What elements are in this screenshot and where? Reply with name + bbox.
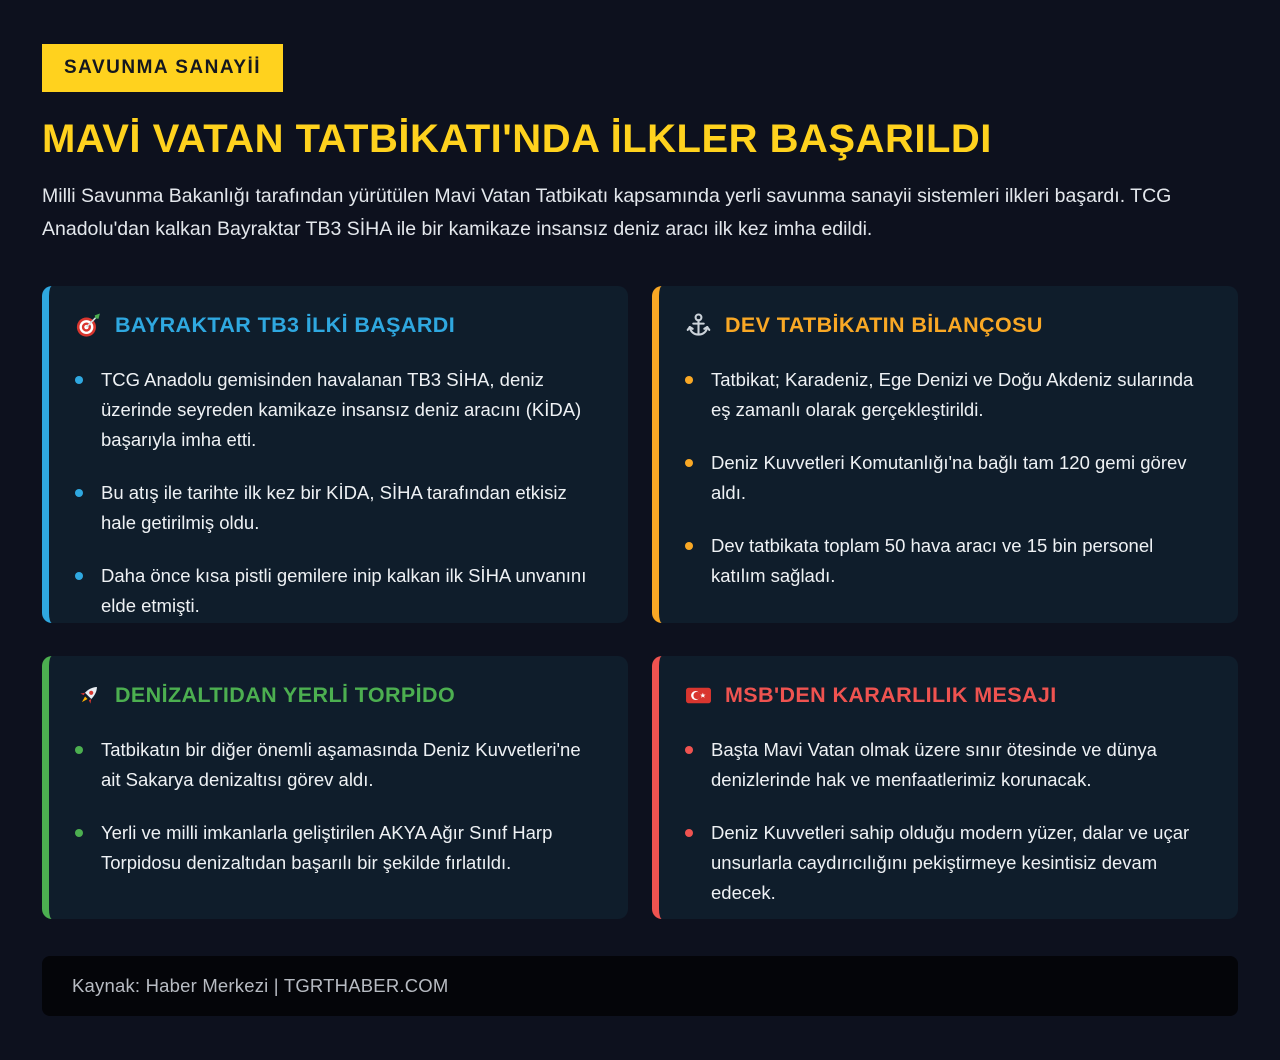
bullet-list: [75, 735, 600, 878]
bullet-dot: [685, 459, 693, 467]
bullet-text: Yerli ve milli imkanlarla geliştirilen AKYA Ağır Sınıf Harp Torpidosu denizaltıdan başarılı bir şekilde fırlatıldı.: [101, 822, 553, 873]
bullet-item: [75, 818, 600, 878]
source-text: Kaynak: Haber Merkezi | TGRTHABER.COM: [72, 975, 449, 996]
bullet-dot: [75, 746, 83, 754]
bullet-item: [685, 448, 1210, 508]
intro-paragraph: Milli Savunma Bakanlığı tarafından yürütülen Mavi Vatan Tatbikatı kapsamında yerli savunma sanayii sistemleri ilkleri başardı. TCG Anadolu'dan kalkan Bayraktar TB3 SİHA ile bir kamikaze insansız deniz aracı ilk kez imha edildi.: [42, 185, 1172, 240]
card-bayraktar-tb3: [42, 286, 628, 623]
bullet-dot: [685, 542, 693, 550]
bullet-dot: [685, 376, 693, 384]
bullet-item: [75, 561, 600, 621]
bullet-item: [685, 818, 1210, 908]
bullet-item: [685, 735, 1210, 795]
card-title: DEV TATBİKATIN BİLANÇOSU: [725, 313, 1043, 337]
card-tatbikat-bilanco: [652, 286, 1238, 623]
bullet-text: Tatbikat; Karadeniz, Ege Denizi ve Doğu Akdeniz sularında eş zamanlı olarak gerçekleştirildi.: [711, 369, 1194, 420]
bullet-item: [685, 531, 1210, 591]
card-header: [685, 682, 1210, 709]
bullet-text: Dev tatbikata toplam 50 hava aracı ve 15 bin personel katılım sağladı.: [711, 535, 1154, 586]
cards-grid: [42, 286, 1238, 919]
page-title: MAVİ VATAN TATBİKATI'NDA İLKLER BAŞARILDI: [42, 117, 992, 161]
card-msb-mesaj: [652, 656, 1238, 919]
bullet-item: [685, 365, 1210, 425]
bullet-text: Daha önce kısa pistli gemilere inip kalkan ilk SİHA unvanını elde etmişti.: [101, 565, 587, 616]
bullet-text: Tatbikatın bir diğer önemli aşamasında Deniz Kuvvetleri'ne ait Sakarya denizaltısı görev aldı.: [101, 739, 581, 790]
card-header: [75, 312, 600, 339]
bullet-text: Deniz Kuvvetleri Komutanlığı'na bağlı tam 120 gemi görev aldı.: [711, 452, 1187, 503]
card-title: BAYRAKTAR TB3 İLKİ BAŞARDI: [115, 313, 456, 337]
bullet-item: [75, 735, 600, 795]
bullet-list: [685, 735, 1210, 908]
bullet-dot: [75, 376, 83, 384]
target-icon: [75, 312, 102, 339]
category-badge: SAVUNMA SANAYİİ: [42, 44, 283, 92]
bullet-dot: [75, 489, 83, 497]
source-bar: [42, 956, 1238, 1016]
bullet-text: Bu atış ile tarihte ilk kez bir KİDA, SİHA tarafından etkisiz hale getirilmiş oldu.: [101, 482, 567, 533]
card-header: [685, 312, 1210, 339]
bullet-text: TCG Anadolu gemisinden havalanan TB3 SİHA, deniz üzerinde seyreden kamikaze insansız deniz aracını (KİDA) başarıyla imha etti.: [101, 369, 582, 450]
bullet-text: Başta Mavi Vatan olmak üzere sınır ötesinde ve dünya denizlerinde hak ve menfaatlerimiz korunacak.: [711, 739, 1157, 790]
bullet-dot: [75, 572, 83, 580]
bullet-item: [75, 365, 600, 455]
bullet-dot: [685, 746, 693, 754]
bullet-item: [75, 478, 600, 538]
card-header: [75, 682, 600, 709]
bullet-text: Deniz Kuvvetleri sahip olduğu modern yüzer, dalar ve uçar unsurlarla caydırıcılığını pekiştirmeye kesintisiz devam edecek.: [711, 822, 1190, 903]
card-title: DENİZALTIDAN YERLİ TORPİDO: [115, 683, 456, 707]
card-title: MSB'DEN KARARLILIK MESAJI: [725, 683, 1057, 707]
anchor-icon: [685, 312, 712, 339]
bullet-dot: [75, 829, 83, 837]
card-yerli-torpido: [42, 656, 628, 919]
bullet-list: [685, 365, 1210, 591]
turkish-flag-icon: [685, 682, 712, 709]
rocket-icon: [75, 682, 102, 709]
bullet-list: [75, 365, 600, 621]
bullet-dot: [685, 829, 693, 837]
